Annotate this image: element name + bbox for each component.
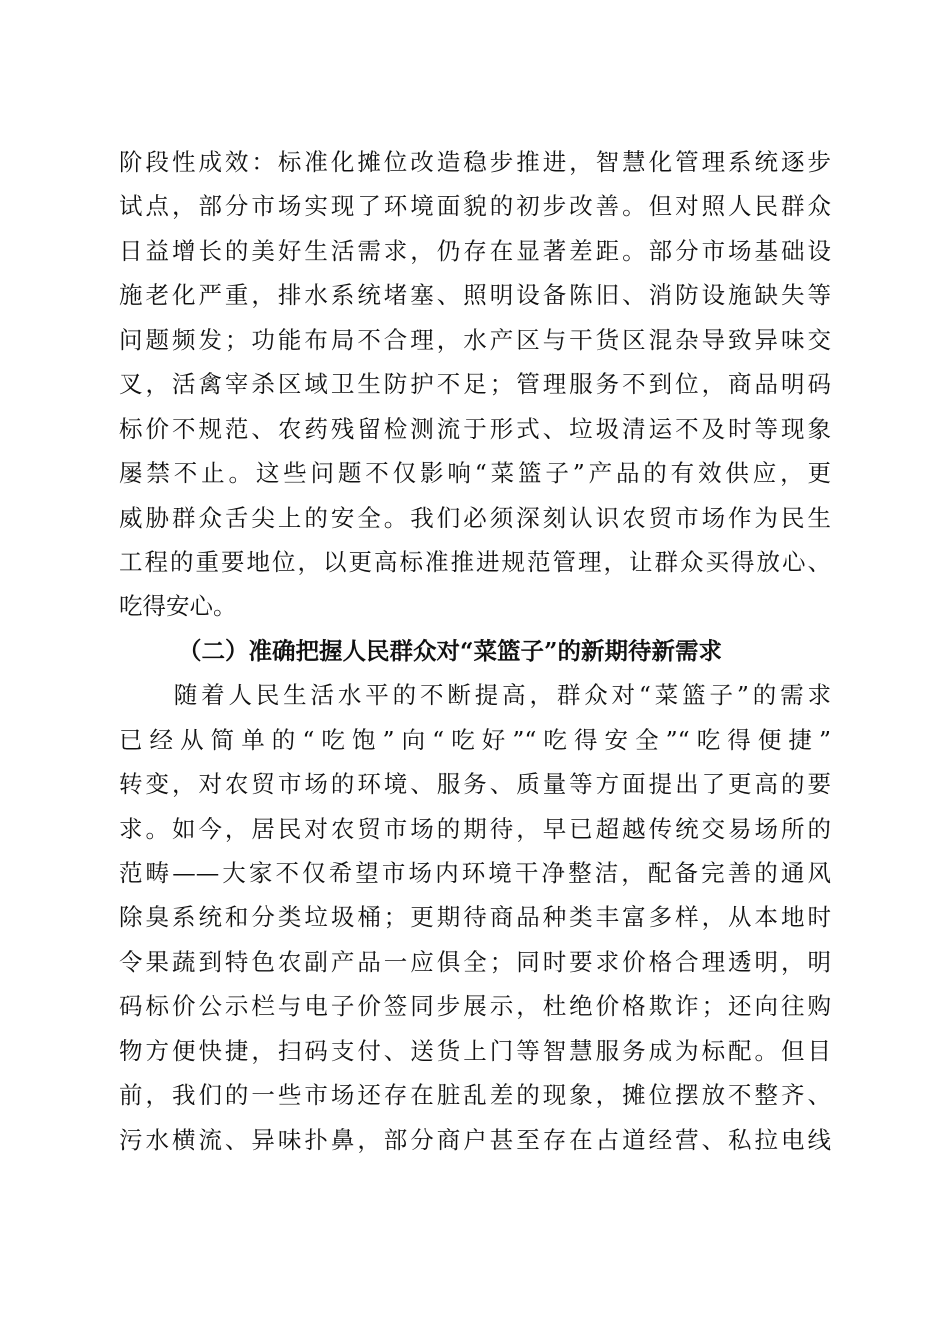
text-line: 码标价公示栏与电子价签同步展示，杜绝价格欺诈；还向往购 (119, 992, 831, 1021)
text-line: 威胁群众舌尖上的安全。我们必须深刻认识农贸市场作为民生 (119, 503, 831, 532)
body-text (119, 140, 831, 1162)
text-line: 日益增长的美好生活需求，仍存在显著差距。部分市场基础设 (119, 236, 831, 265)
text-line: 随着人民生活水平的不断提高，群众对“菜篮子”的需求 (119, 681, 831, 710)
text-line: 除臭系统和分类垃圾桶；更期待商品种类丰富多样，从本地时 (119, 903, 831, 932)
section-heading: （二）准确把握人民群众对“菜篮子”的新期待新需求 (178, 636, 723, 665)
text-line: 转变，对农贸市场的环境、服务、质量等方面提出了更高的要 (119, 770, 831, 799)
text-line: 范畴——大家不仅希望市场内环境干净整洁，配备完善的通风 (119, 859, 831, 887)
text-line: 问题频发；功能布局不合理，水产区与干货区混杂导致异味交 (119, 325, 831, 354)
text-line: 物方便快捷，扫码支付、送货上门等智慧服务成为标配。但目 (119, 1036, 831, 1065)
text-line: 阶段性成效：标准化摊位改造稳步推进，智慧化管理系统逐步 (119, 148, 831, 176)
text-line: 施老化严重，排水系统堵塞、照明设备陈旧、消防设施缺失等 (119, 281, 831, 310)
text-line: 污水横流、异味扑鼻，部分商户甚至存在占道经营、私拉电线 (119, 1125, 831, 1154)
text-line: 吃得安心。 (119, 592, 237, 621)
text-line: 屡禁不止。这些问题不仅影响“菜篮子”产品的有效供应，更 (119, 459, 831, 488)
text-line: 标价不规范、农药残留检测流于形式、垃圾清运不及时等现象 (119, 414, 831, 443)
text-line: 叉，活禽宰杀区域卫生防护不足；管理服务不到位，商品明码 (119, 370, 831, 399)
paragraph-2 (119, 673, 831, 1162)
text-line: 令果蔬到特色农副产品一应俱全；同时要求价格合理透明，明 (119, 947, 831, 976)
text-line: 已经从简单的“吃饱”向“吃好”“吃得安全”“吃得便捷” (119, 725, 831, 754)
paragraph-1 (119, 140, 831, 629)
text-line: 试点，部分市场实现了环境面貌的初步改善。但对照人民群众 (119, 192, 831, 221)
text-line: 前，我们的一些市场还存在脏乱差的现象，摊位摆放不整齐、 (119, 1081, 831, 1110)
text-line: 工程的重要地位，以更高标准推进规范管理，让群众买得放心、 (119, 547, 831, 576)
text-line: 求。如今，居民对农贸市场的期待，早已超越传统交易场所的 (119, 814, 831, 843)
